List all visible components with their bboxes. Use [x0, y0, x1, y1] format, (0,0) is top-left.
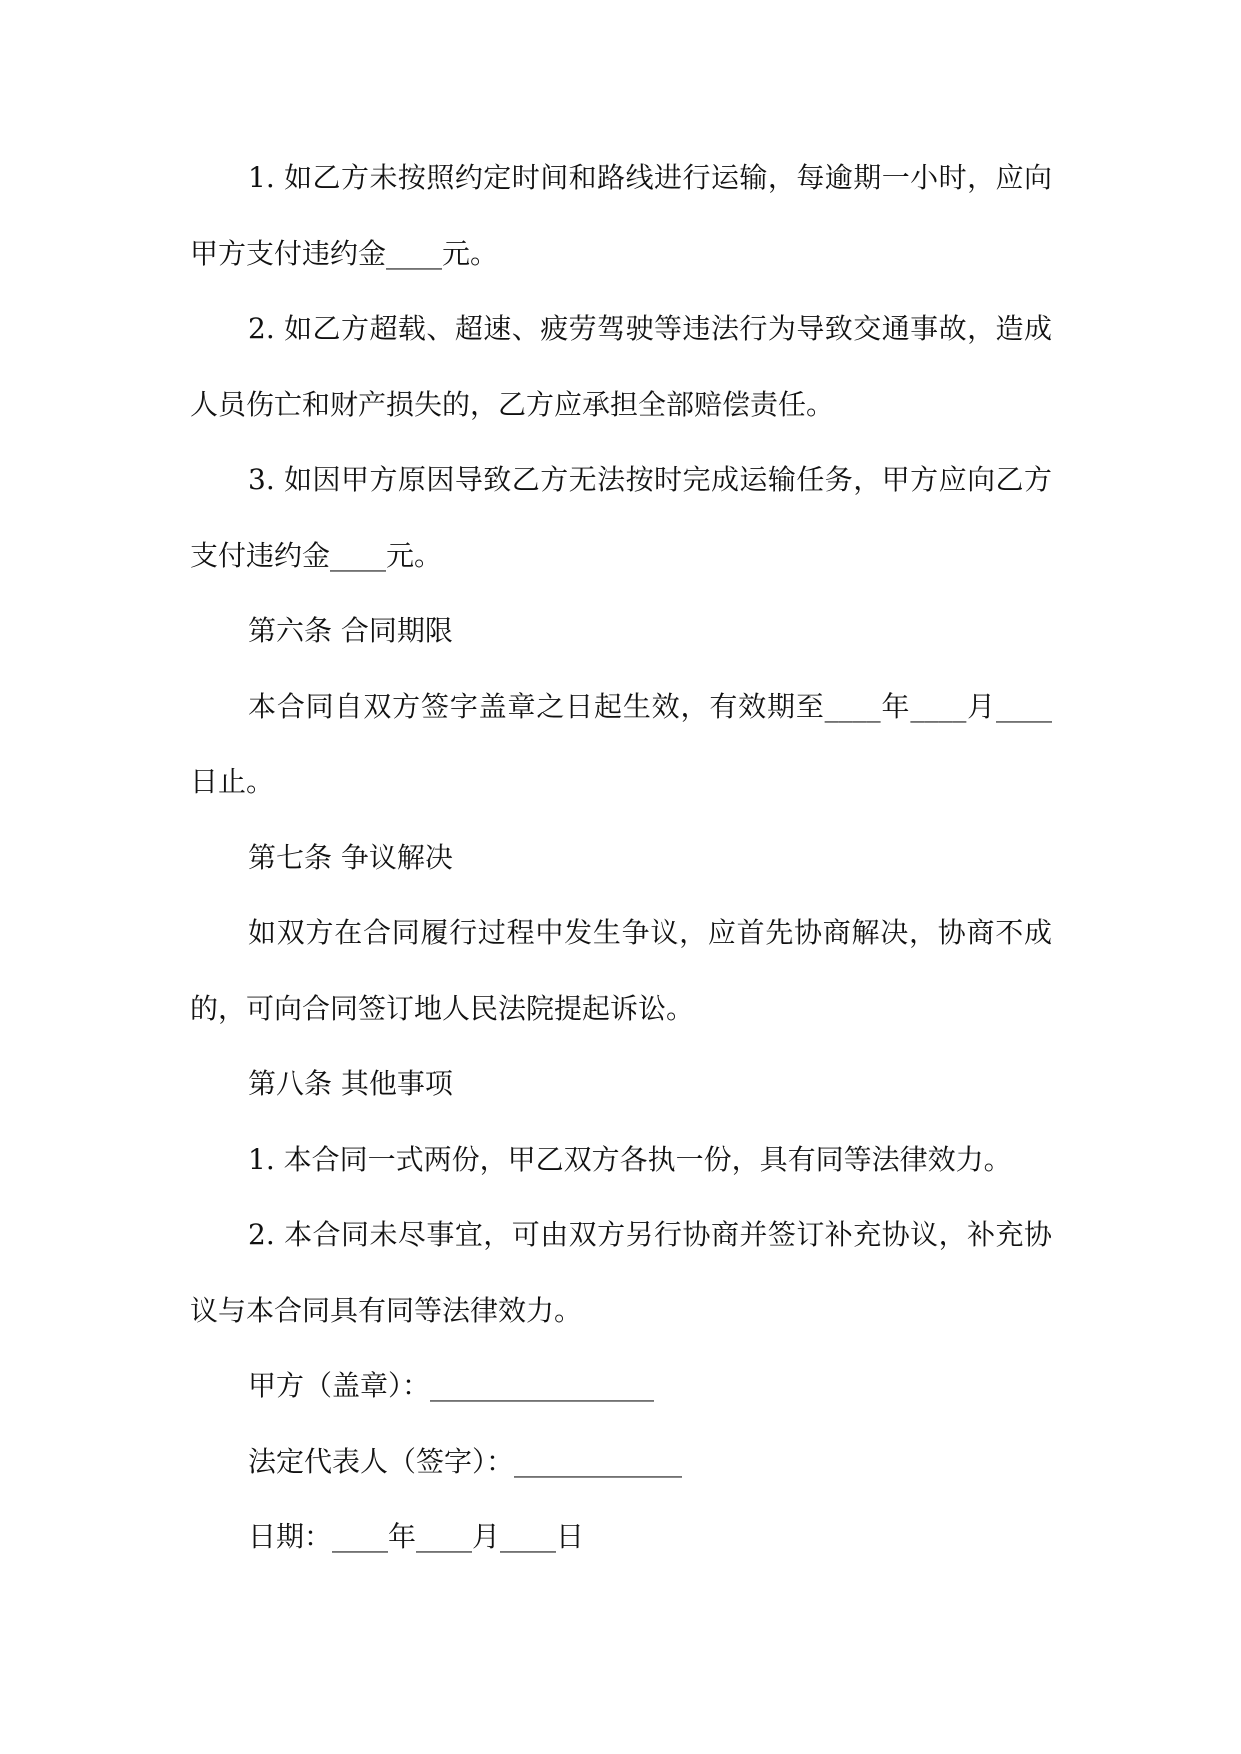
- article-7-body: 如双方在合同履行过程中发生争议，应首先协商解决，协商不成的，可向合同签订地人民法院提起诉讼。: [190, 916, 1052, 1025]
- article-8-title: 第八条 其他事项: [248, 1067, 453, 1100]
- article-6-title: 第六条 合同期限: [248, 614, 453, 647]
- date-line: 日期：____年____月____日: [248, 1520, 585, 1553]
- contract-body: [190, 140, 1052, 1575]
- penalty-clause-2: 2. 如乙方超载、超速、疲劳驾驶等违法行为导致交通事故，造成人员伤亡和财产损失的，乙方应承担全部赔偿责任。: [190, 312, 1052, 421]
- article-6-body: 本合同自双方签字盖章之日起生效，有效期至____年____月____日止。: [190, 689, 1052, 798]
- article-7-title: 第七条 争议解决: [248, 840, 453, 874]
- penalty-clause-1: 1. 如乙方未按照约定时间和路线进行运输，每逾期一小时，应向甲方支付违约金____元。: [190, 161, 1052, 270]
- legal-representative-line: 法定代表人（签字）：____________: [248, 1444, 683, 1478]
- article-8-item-2: 2. 本合同未尽事宜，可由双方另行协商并签订补充协议，补充协议与本合同具有同等法律效力。: [190, 1218, 1052, 1327]
- penalty-clause-3: 3. 如因甲方原因导致乙方无法按时完成运输任务，甲方应向乙方支付违约金____元。: [190, 463, 1052, 572]
- article-8-item-1: 1. 本合同一式两份，甲乙双方各执一份，具有同等法律效力。: [248, 1142, 1012, 1176]
- party-a-seal-line: 甲方（盖章）：________________: [248, 1369, 655, 1402]
